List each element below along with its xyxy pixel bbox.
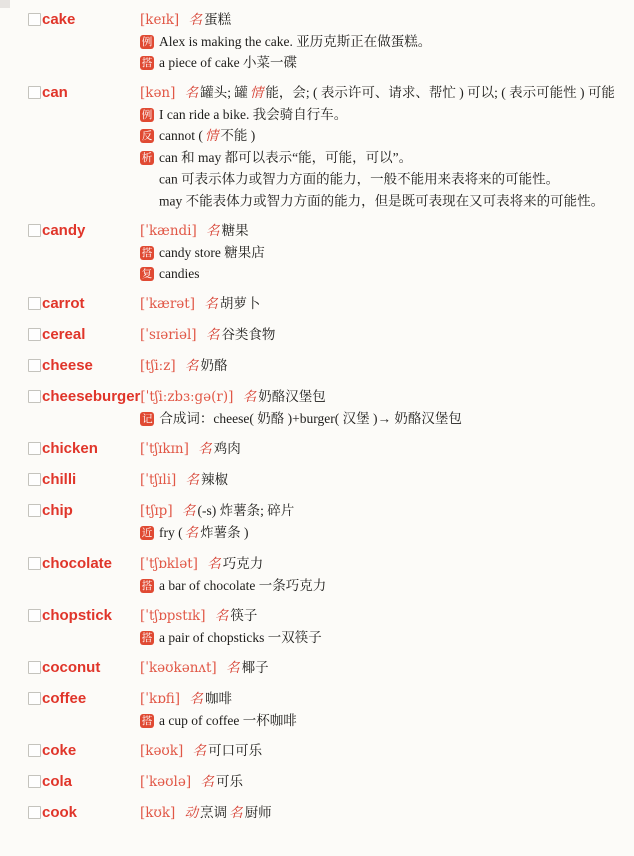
tag-example-icon: 例 xyxy=(141,108,153,121)
definition-line xyxy=(140,9,618,31)
definition-column xyxy=(140,386,618,429)
definition-line xyxy=(140,386,618,408)
word-column xyxy=(28,688,140,708)
word-column xyxy=(28,220,140,240)
headword: cola xyxy=(42,773,73,790)
pos-marker: 情 xyxy=(249,85,264,101)
word-entry xyxy=(28,605,620,648)
pos-marker: 名 xyxy=(185,472,200,488)
text-segment: 能，会; ( 表示许可、请求、帮忙 ) 可以; ( 表示可能性 ) 可能 xyxy=(265,85,615,100)
tag-synonym-icon: 近 xyxy=(141,526,153,539)
text-segment: 糖果 xyxy=(221,223,249,238)
pos-marker: 名 xyxy=(184,358,199,374)
headword: carrot xyxy=(42,295,85,312)
word-checkbox[interactable] xyxy=(28,504,41,517)
phonetic: [ˈtʃɒpstɪk] xyxy=(140,608,206,624)
definition-column xyxy=(140,220,618,284)
word-entry xyxy=(28,740,620,762)
definition-column xyxy=(140,771,618,793)
headword: cheese xyxy=(42,357,93,374)
definition-line xyxy=(140,82,618,104)
word-column xyxy=(28,740,140,760)
definition-column xyxy=(140,469,618,491)
text-segment: a cup of coffee 一杯咖啡 xyxy=(159,713,297,728)
text-segment: I can ride a bike. 我会骑自行车。 xyxy=(159,107,348,122)
word-list xyxy=(28,9,620,824)
word-checkbox[interactable] xyxy=(28,390,41,403)
definition-line xyxy=(140,657,618,679)
headword: chicken xyxy=(42,440,98,457)
definition-column xyxy=(140,740,618,762)
word-checkbox[interactable] xyxy=(28,744,41,757)
text-segment: (-s) 炸薯条; 碎片 xyxy=(197,503,295,518)
tag-example-icon: 例 xyxy=(141,35,153,48)
phonetic: [kən] xyxy=(140,85,176,101)
definition-line xyxy=(140,740,618,762)
word-column xyxy=(28,802,140,822)
note-line xyxy=(140,242,618,263)
headword: candy xyxy=(42,222,86,239)
word-entry xyxy=(28,355,620,377)
headword: chip xyxy=(42,502,73,519)
definition-column xyxy=(140,438,618,460)
word-checkbox[interactable] xyxy=(28,609,41,622)
tag-collocation-icon: 搭 xyxy=(141,56,153,69)
text-segment: 合成词：cheese( 奶酪 )+burger( 汉堡 )→ 奶酪汉堡包 xyxy=(159,411,462,426)
word-checkbox[interactable] xyxy=(28,86,41,99)
pos-marker: 名 xyxy=(206,223,220,239)
tag-mnemonic-icon: 记 xyxy=(142,412,153,425)
definition-line xyxy=(140,438,618,460)
word-column xyxy=(28,355,140,375)
text-segment: Alex is making the cake. 亚历克斯正在做蛋糕。 xyxy=(159,34,432,49)
phonetic: [ˈkəʊkənʌt] xyxy=(140,660,217,676)
text-segment: may 不能表体力或智力方面的能力，但是既可表现在又可表将来的可能性。 xyxy=(159,193,605,208)
tag-antonym-icon: 反 xyxy=(141,129,153,142)
text-segment: 可乐 xyxy=(215,774,243,789)
word-entry xyxy=(28,386,620,429)
pos-marker: 名 xyxy=(184,85,199,101)
definition-line xyxy=(140,293,618,315)
text-segment: fry ( xyxy=(159,525,183,540)
definition-column xyxy=(140,657,618,679)
text-segment: 奶酪汉堡包 xyxy=(258,389,326,404)
headword: can xyxy=(42,84,68,101)
word-column xyxy=(28,469,140,489)
phonetic: [tʃɪp] xyxy=(140,503,173,519)
definition-column xyxy=(140,324,618,346)
text-segment: 鸡肉 xyxy=(213,441,241,456)
definition-column xyxy=(140,82,618,211)
definition-line xyxy=(140,469,618,491)
definition-column xyxy=(140,553,618,596)
word-column xyxy=(28,605,140,625)
text-segment: can 可表示体力或智力方面的能力，一般不能用来表将来的可能性。 xyxy=(159,171,560,187)
tag-collocation-icon: 搭 xyxy=(141,631,153,644)
word-column xyxy=(28,9,140,29)
text-segment: cannot ( xyxy=(159,128,203,143)
phonetic: [tʃiːz] xyxy=(140,358,176,374)
word-checkbox[interactable] xyxy=(28,442,41,455)
word-checkbox[interactable] xyxy=(28,13,41,26)
word-entry xyxy=(28,802,620,824)
definition-column xyxy=(140,802,618,824)
text-segment: can 和 may 都可以表示“能，可能，可以”。 xyxy=(159,150,413,165)
tag-analysis-icon: 析 xyxy=(141,151,153,164)
pos-marker: 名 xyxy=(205,327,220,343)
text-segment: 厨师 xyxy=(244,805,272,820)
tag-collocation-icon: 搭 xyxy=(141,579,153,592)
word-entry xyxy=(28,324,620,346)
headword: cake xyxy=(42,11,76,28)
text-segment: a piece of cake 小菜一碟 xyxy=(159,55,297,70)
headword: coffee xyxy=(42,690,87,707)
text-segment: 谷类食物 xyxy=(221,327,276,342)
definition-column xyxy=(140,605,618,648)
text-segment: candy store 糖果店 xyxy=(159,245,265,260)
text-segment: 椰子 xyxy=(241,660,269,675)
word-entry xyxy=(28,9,620,73)
word-entry xyxy=(28,688,620,731)
definition-line xyxy=(140,324,618,346)
phonetic: [ˈkəʊlə] xyxy=(140,774,192,790)
definition-line xyxy=(140,802,618,824)
phonetic: [ˈkærət] xyxy=(140,296,195,312)
definition-column xyxy=(140,293,618,315)
pos-marker: 名 xyxy=(207,556,221,572)
pos-marker: 名 xyxy=(184,525,199,541)
text-segment: 辣椒 xyxy=(201,472,229,487)
note-line xyxy=(140,408,618,429)
word-entry xyxy=(28,771,620,793)
word-checkbox[interactable] xyxy=(28,661,41,674)
headword: cereal xyxy=(42,326,86,343)
definition-column xyxy=(140,9,618,73)
word-entry xyxy=(28,220,620,284)
definition-line xyxy=(140,553,618,575)
word-checkbox[interactable] xyxy=(28,224,41,237)
word-checkbox[interactable] xyxy=(28,775,41,788)
definition-line xyxy=(140,220,618,242)
text-segment: 巧克力 xyxy=(222,556,264,571)
word-column xyxy=(28,386,140,406)
headword: chocolate xyxy=(42,555,113,572)
pos-marker: 名 xyxy=(192,743,207,759)
word-entry xyxy=(28,657,620,679)
word-entry xyxy=(28,293,620,315)
phonetic: [keɪk] xyxy=(140,12,180,28)
note-line xyxy=(140,522,618,544)
note-line xyxy=(140,168,618,190)
note-line xyxy=(140,190,618,212)
definition-line xyxy=(140,500,618,522)
pos-marker: 名 xyxy=(200,774,214,790)
word-entry xyxy=(28,469,620,491)
phonetic: [ˈtʃɪkɪn] xyxy=(140,441,189,457)
pos-marker: 名 xyxy=(226,660,240,676)
note-line xyxy=(140,575,618,596)
phonetic: [ˈtʃɒklət] xyxy=(140,556,198,572)
text-segment: 不能 ) xyxy=(220,128,256,143)
word-entry xyxy=(28,82,620,211)
word-checkbox[interactable] xyxy=(28,297,41,310)
headword: chopstick xyxy=(42,607,113,624)
note-line xyxy=(140,31,618,52)
word-column xyxy=(28,657,140,677)
definition-line xyxy=(140,355,618,377)
note-line xyxy=(140,52,618,73)
text-segment: 筷子 xyxy=(230,608,258,623)
text-segment: candies xyxy=(159,266,200,281)
word-column xyxy=(28,293,140,313)
pos-marker: 名 xyxy=(188,12,203,28)
text-segment: a pair of chopsticks 一双筷子 xyxy=(159,630,322,645)
pos-marker: 名 xyxy=(198,441,212,457)
phonetic: [ˈsɪəriəl] xyxy=(140,327,197,343)
text-segment: 奶酪 xyxy=(200,358,228,373)
definition-line xyxy=(140,688,618,710)
tag-plural-icon: 复 xyxy=(141,267,153,280)
note-line xyxy=(140,147,618,168)
word-column xyxy=(28,771,140,791)
word-checkbox[interactable] xyxy=(28,557,41,570)
text-segment: 罐头; 罐 xyxy=(200,85,248,100)
tag-collocation-icon: 搭 xyxy=(141,246,153,259)
phonetic: [ˈkɒfi] xyxy=(140,691,181,707)
word-column xyxy=(28,553,140,573)
word-checkbox[interactable] xyxy=(28,692,41,705)
pos-marker: 名 xyxy=(229,805,243,821)
pos-marker: 动 xyxy=(184,805,199,821)
word-checkbox[interactable] xyxy=(28,806,41,819)
word-column xyxy=(28,82,140,102)
phonetic: [kʊk] xyxy=(140,805,176,821)
phonetic: [ˈkændi] xyxy=(140,223,197,239)
word-checkbox[interactable] xyxy=(28,473,41,486)
definition-line xyxy=(140,771,618,793)
headword: cook xyxy=(42,804,78,821)
phonetic: [ˈtʃiːzbɜːgə(r)] xyxy=(140,389,234,405)
text-segment: 烹调 xyxy=(200,805,228,820)
text-segment: 蛋糕 xyxy=(204,12,232,27)
text-segment: 可口可乐 xyxy=(208,743,263,758)
note-line xyxy=(140,125,618,147)
word-entry xyxy=(28,553,620,596)
pos-marker: 名 xyxy=(242,389,257,405)
text-segment: a bar of chocolate 一条巧克力 xyxy=(159,578,327,593)
tag-collocation-icon: 搭 xyxy=(141,714,153,727)
pos-marker: 名 xyxy=(181,503,196,519)
note-line xyxy=(140,263,618,284)
pos-marker: 名 xyxy=(189,691,203,707)
word-column xyxy=(28,438,140,458)
headword: chilli xyxy=(42,471,77,488)
word-checkbox[interactable] xyxy=(28,328,41,341)
word-column xyxy=(28,324,140,344)
headword: coke xyxy=(42,742,77,759)
headword: cheeseburger xyxy=(42,388,141,405)
word-entry xyxy=(28,500,620,544)
text-segment: 咖啡 xyxy=(204,691,232,706)
note-line xyxy=(140,710,618,731)
definition-column xyxy=(140,688,618,731)
phonetic: [ˈtʃɪli] xyxy=(140,472,177,488)
text-segment: 胡萝卜 xyxy=(219,296,261,311)
word-checkbox[interactable] xyxy=(28,359,41,372)
note-line xyxy=(140,627,618,648)
pos-marker: 名 xyxy=(204,296,218,312)
note-line xyxy=(140,104,618,125)
phonetic: [kəʊk] xyxy=(140,743,184,759)
headword: coconut xyxy=(42,659,101,676)
definition-column xyxy=(140,500,618,544)
pos-marker: 情 xyxy=(204,128,219,144)
definition-line xyxy=(140,605,618,627)
text-segment: 炸薯条 ) xyxy=(200,525,249,540)
definition-column xyxy=(140,355,618,377)
word-column xyxy=(28,500,140,520)
pos-marker: 名 xyxy=(214,608,229,624)
word-entry xyxy=(28,438,620,460)
